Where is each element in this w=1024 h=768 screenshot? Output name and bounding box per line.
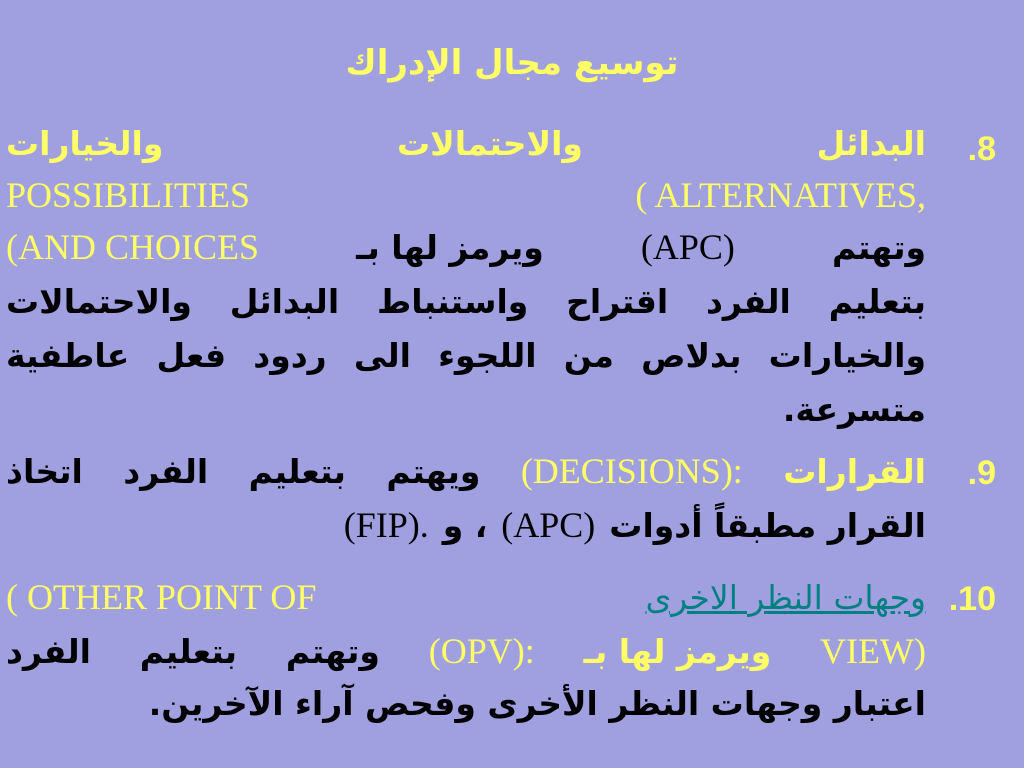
text-possibilities-ar: والاحتمالات <box>397 124 583 163</box>
word: ردود <box>253 336 327 375</box>
item-8-line-6 <box>6 390 926 429</box>
text-apc: (APC) <box>501 505 596 545</box>
text-decisions-en: (DECISIONS): <box>520 451 743 491</box>
text-and-it-cares: وتهتم <box>831 228 926 267</box>
text-alternatives-ar: البدائل <box>816 124 926 163</box>
other-viewpoints-link[interactable]: وجهات النظر الاخرى <box>645 578 926 617</box>
item-9-line-1 <box>6 450 926 492</box>
word: اتخاذ <box>6 452 83 491</box>
word: الفرد <box>6 632 91 671</box>
item-8-line-1 <box>6 124 926 163</box>
text-fip: (FIP). <box>343 505 429 545</box>
text-and-choices-en: (AND CHOICES <box>6 227 260 267</box>
word: الى <box>353 336 411 375</box>
word: فعل <box>156 336 227 375</box>
word: والخيارات <box>768 336 926 375</box>
text-opv: (OPV): <box>428 631 535 671</box>
word: متسرعة. <box>782 390 926 429</box>
word: وتهتم <box>285 632 380 671</box>
word: بتعليم <box>139 632 238 671</box>
word: من <box>563 336 614 375</box>
word: ويهتم <box>386 452 481 491</box>
text-and: ، و <box>442 506 488 545</box>
text-apc: (APC) <box>640 227 735 267</box>
text-decision-tools: القرار مطبقاً أدوات <box>609 506 926 545</box>
item-10-line-1 <box>6 576 926 618</box>
text-symbolized-by: ويرمز لها بـ <box>356 228 544 267</box>
text-choices-ar: والخيارات <box>6 124 164 163</box>
text-consider-other-views: اعتبار وجهات النظر الأخرى وفحص آراء الآخرين. <box>148 684 926 723</box>
item-9-line-2 <box>6 504 926 546</box>
text-possibilities-en: POSSIBILITIES <box>6 175 251 215</box>
text-symbolized-by: ويرمز لها بـ <box>583 632 772 671</box>
text-decisions-ar: القرارات <box>783 452 926 491</box>
word: الفرد <box>123 452 209 491</box>
list-item-8 <box>6 118 996 448</box>
list-item-10 <box>6 572 996 742</box>
word: بتعليم <box>248 452 346 491</box>
slide-title: توسيع مجال الإدراك <box>345 43 679 83</box>
word: بدلاص <box>641 336 742 375</box>
text-other-point-of: ( OTHER POINT OF <box>6 577 317 617</box>
word: بتعليم <box>828 282 926 321</box>
word: عاطفية <box>6 336 130 375</box>
word: اقتراح <box>566 282 669 321</box>
item-number: 10. <box>948 580 996 618</box>
word: اللجوء <box>438 336 537 375</box>
word: الفرد <box>705 282 791 321</box>
item-10-line-2 <box>6 630 926 672</box>
item-8-line-5 <box>6 336 926 375</box>
list-item-9 <box>6 446 996 566</box>
item-number: 8. <box>967 130 996 168</box>
word: البدائل <box>229 282 340 321</box>
word: واستنباط <box>376 282 529 321</box>
item-10-line-3 <box>6 684 926 723</box>
item-8-line-3 <box>6 226 926 268</box>
item-8-line-2 <box>6 174 926 216</box>
item-number: 9. <box>967 454 996 492</box>
text-alternatives-en: ( ALTERNATIVES, <box>635 175 926 215</box>
word: والاحتمالات <box>6 282 192 321</box>
item-8-line-4 <box>6 282 926 321</box>
text-view: VIEW) <box>820 631 926 671</box>
